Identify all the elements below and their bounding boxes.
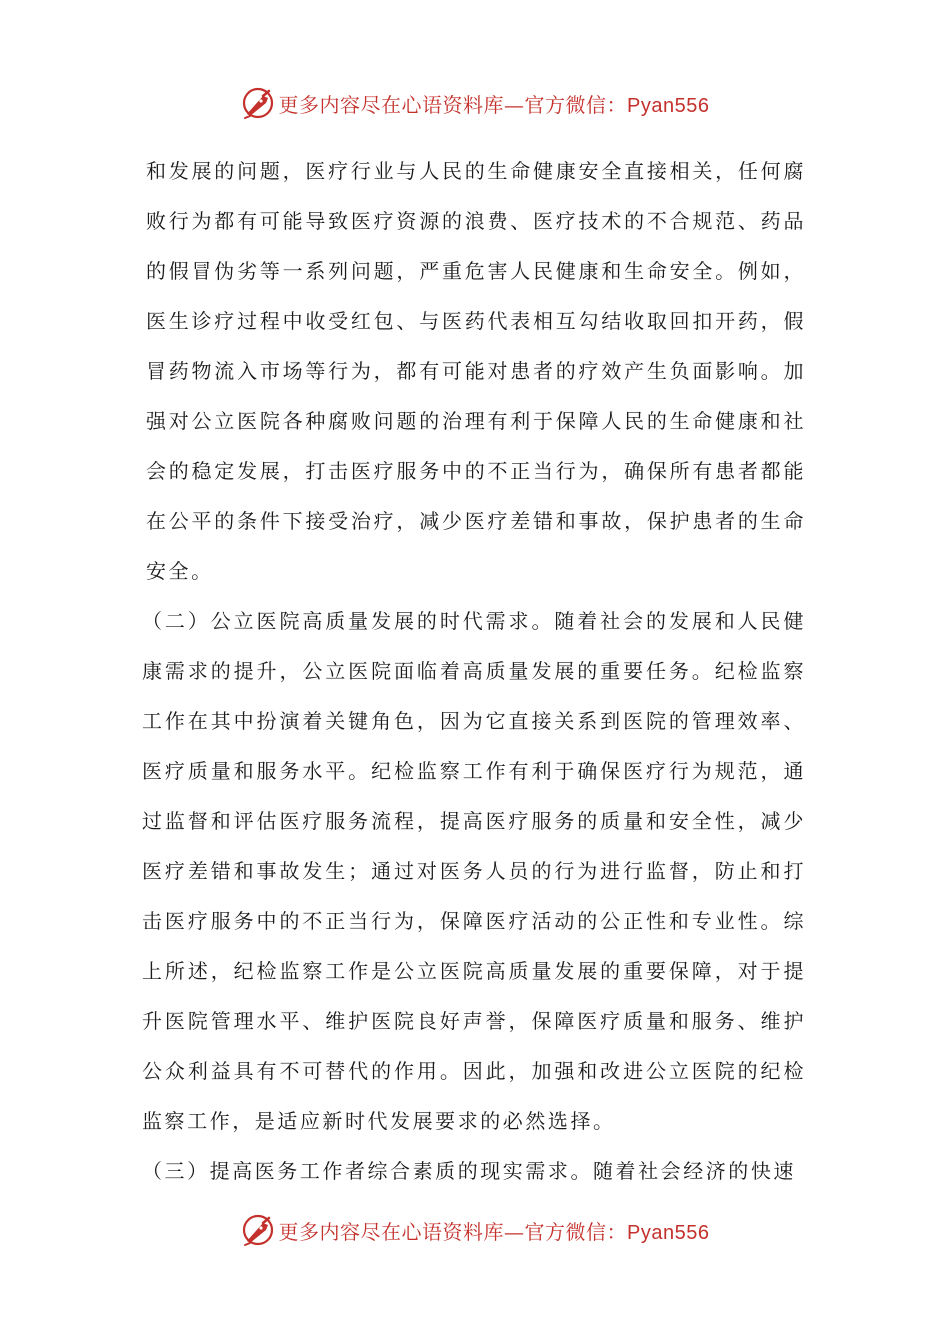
body-paragraph-2: （二）公立医院高质量发展的时代需求。随着社会的发展和人民健康需求的提升，公立医院面临着高质量发展的重要任务。纪检监察工作在其中扮演着关键角色，因为它直接关系到医院的管理效率、医疗质量和服务水平。纪检监察工作有利于确保医疗行为规范，通过监督和评估医疗服务流程，提高医疗服务的质量和安全性，减少医疗差错和事故发生；通过对医务人员的行为进行监督，防止和打击医疗服务中的不正当行为，保障医疗活动的公正性和专业性。综上所述，纪检监察工作是公立医院高质量发展的重要保障，对于提升医院管理水平、维护医院良好声誉，保障医疗质量和服务、维护公众利益具有不可替代的作用。因此，加强和改进公立医院的纪检监察工作，是适应新时代发展要求的必然选择。 xyxy=(142,609,806,1133)
footer-dash: — xyxy=(504,1219,525,1244)
footer-site-text: 更多内容尽在心语资料库 xyxy=(278,1219,505,1244)
footer-wechat-label: 官方微信： xyxy=(524,1219,628,1244)
pen-nib-logo-icon xyxy=(241,86,275,120)
header-wechat-id: Pyan556 xyxy=(627,94,710,117)
document-body xyxy=(142,146,806,1196)
header-banner-text xyxy=(279,89,710,118)
header-dash: — xyxy=(504,92,525,117)
footer-banner xyxy=(0,1210,950,1250)
pen-nib-logo-icon xyxy=(241,1213,275,1247)
body-paragraph-1: 和发展的问题，医疗行业与人民的生命健康安全直接相关，任何腐败行为都有可能导致医疗资源的浪费、医疗技术的不合规范、药品的假冒伪劣等一系列问题，严重危害人民健康和生命安全。例如，医生诊疗过程中收受红包、与医药代表相互勾结收取回扣开药，假冒药物流入市场等行为，都有可能对患者的疗效产生负面影响。加强对公立医院各种腐败问题的治理有利于保障人民的生命健康和社会的稳定发展，打击医疗服务中的不正当行为，确保所有患者都能在公平的条件下接受治疗，减少医疗差错和事故，保护患者的生命安全。 xyxy=(146,159,806,583)
header-banner xyxy=(0,83,950,123)
header-wechat-label: 官方微信： xyxy=(524,92,628,117)
body-paragraph-3: （三）提高医务工作者综合素质的现实需求。随着社会经济的快速 xyxy=(142,1159,796,1183)
footer-wechat-id: Pyan556 xyxy=(627,1221,710,1244)
header-site-text: 更多内容尽在心语资料库 xyxy=(278,92,505,117)
footer-banner-text xyxy=(279,1216,710,1245)
